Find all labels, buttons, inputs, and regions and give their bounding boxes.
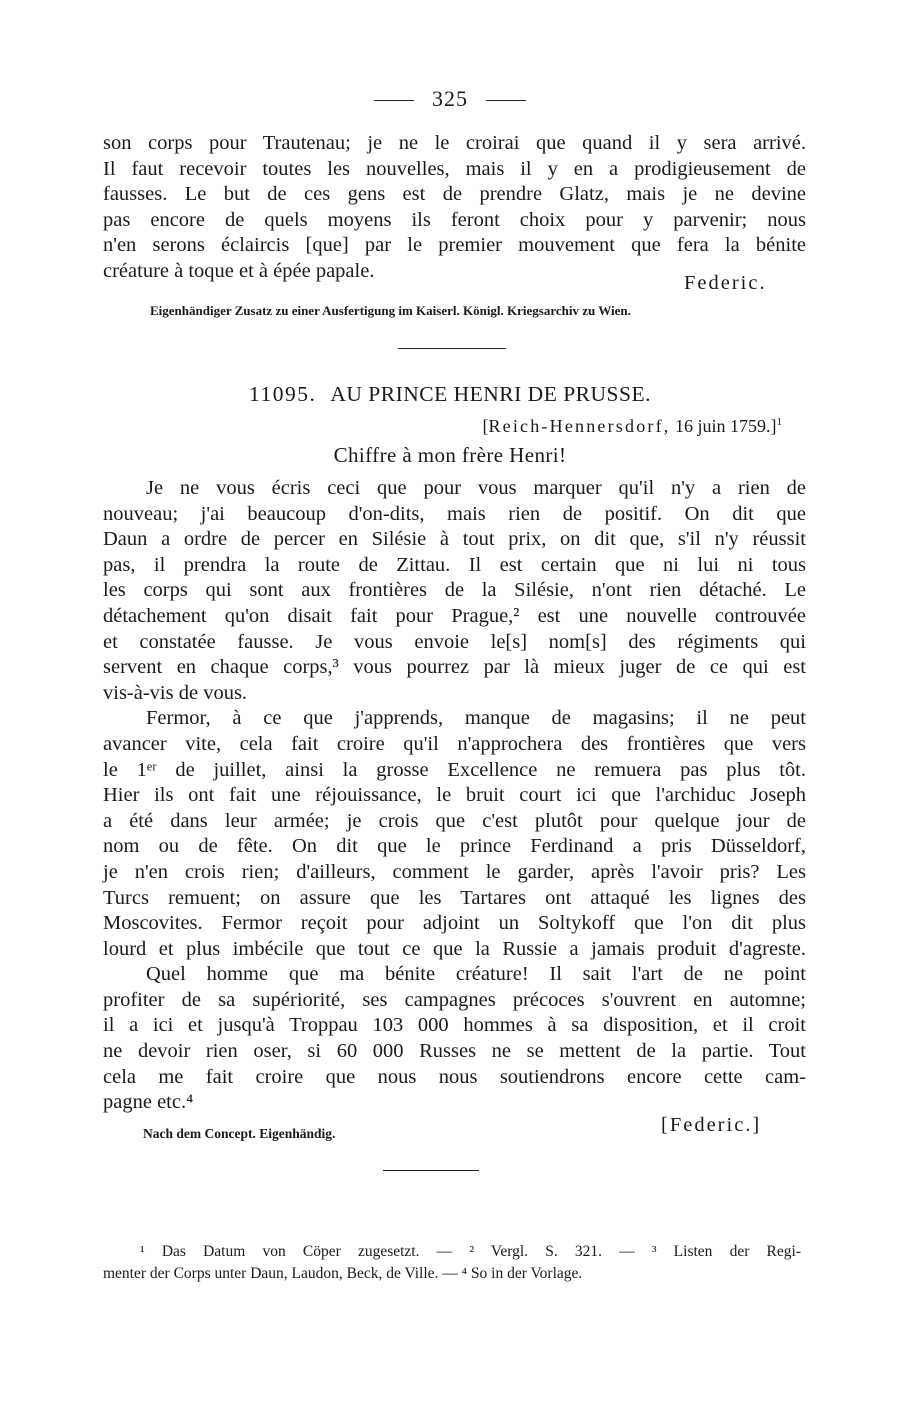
section-divider xyxy=(398,348,506,349)
paragraph-line: et constatée fausse. Je vous envoie le[s] nom[s] des régiments qui xyxy=(103,630,806,653)
header-dash-right xyxy=(486,100,526,101)
footnote-line: menter der Corps unter Daun, Laudon, Beck, de Ville. — ⁴ So in der Vorlage. xyxy=(103,1265,583,1282)
intro-source-note: Eigenhändiger Zusatz zu einer Ausfertigung im Kaiserl. Königl. Kriegsarchiv zu Wien. xyxy=(150,303,631,318)
intro-line: n'en serons éclaircis [que] par le premier mouvement que fera la bénite xyxy=(103,234,806,257)
intro-line: pas encore de quels moyens ils feront choix pour y parvenir; nous xyxy=(103,208,806,231)
paragraph-line: servent en chaque corps,³ vous pourrez par là mieux juger de ce qui est xyxy=(103,656,806,679)
letter-title: AU PRINCE HENRI DE PRUSSE. xyxy=(330,382,651,406)
letter-salutation: Chiffre à mon frère Henri! xyxy=(333,443,567,467)
intro-line: fausses. Le but de ces gens est de prendre Glatz, mais je ne devine xyxy=(103,183,806,206)
date-bracket-close: ] xyxy=(770,416,777,436)
paragraph-line: Moscovites. Fermor reçoit pour adjoint un Soltykoff que l'on dit plus xyxy=(103,912,806,935)
footnotes xyxy=(103,1241,801,1285)
date-text: 16 juin 1759. xyxy=(674,416,771,436)
intro-line: Il faut recevoir toutes les nouvelles, mais il y en a prodigieusement de xyxy=(103,157,806,180)
page-header xyxy=(0,86,900,112)
letter-signature: [Federic.] xyxy=(661,1114,762,1136)
intro-signature: Federic. xyxy=(684,272,767,294)
paragraph-line: avancer vite, cela fait croire qu'il n'approchera des frontières que vers xyxy=(103,732,806,755)
paragraph-line: le 1ᵉʳ de juillet, ainsi la grosse Excellence ne remuera pas plus tôt. xyxy=(103,758,806,781)
paragraph-line: je n'en crois rien; d'ailleurs, comment le garder, après l'avoir pris? Les xyxy=(103,860,806,883)
paragraph-line: Je ne vous écris ceci que pour vous marquer qu'il n'y a rien de xyxy=(146,477,806,499)
date-place: Reich-Hennersdorf, xyxy=(488,416,671,436)
paragraph-line: pas, il prendra la route de Zittau. Il est certain que ni lui ni tous xyxy=(103,553,806,576)
paragraph-line: profiter de sa supériorité, ses campagnes précoces s'ouvrent en automne; xyxy=(103,988,806,1011)
paragraph-line: nom ou de fête. On dit que le prince Ferdinand a pris Düsseldorf, xyxy=(103,835,806,858)
paragraph-line: ne devoir rien oser, si 60 000 Russes ne se mettent de la partie. Tout xyxy=(103,1040,806,1063)
footnote-line: ¹ Das Datum von Cöper zugesetzt. — ² Vergl. S. 321. — ³ Listen der Regi- xyxy=(140,1243,801,1260)
paragraph-line: vis-à-vis de vous. xyxy=(103,681,248,704)
intro-text xyxy=(103,131,806,285)
letter-dateline xyxy=(482,416,782,437)
paragraph-line: cela me fait croire que nous nous soutiendrons encore cette cam- xyxy=(103,1065,806,1088)
paragraph-line: il a ici et jusqu'à Troppau 103 000 hommes à sa disposition, et il croit xyxy=(103,1014,806,1037)
header-dash-left xyxy=(374,100,414,101)
paragraph-line: détachement qu'on disait fait pour Prague,² est une nouvelle controuvée xyxy=(103,604,806,627)
paragraph-line: Turcs remuent; on assure que les Tartares ont attaqué les lignes des xyxy=(103,886,806,909)
paragraph-line: Fermor, à ce que j'apprends, manque de magasins; il ne peut xyxy=(146,707,806,730)
paragraph-line: lourd et plus imbécile que tout ce que la Russie a jamais produit d'agreste. xyxy=(103,937,806,960)
date-footnote-ref: 1 xyxy=(776,416,782,428)
intro-line: créature à toque et à épée papale. xyxy=(103,259,375,282)
date-bracket-open: [ xyxy=(482,416,489,436)
letter-body xyxy=(103,476,806,1116)
paragraph-line: Daun a ordre de percer en Silésie à tout prix, on dit que, s'il n'y réussit xyxy=(103,528,806,551)
intro-line: son corps pour Trautenau; je ne le croirai que quand il y sera arrivé. xyxy=(103,132,806,154)
page-number: 325 xyxy=(432,86,468,111)
paragraph-line: Hier ils ont fait une réjouissance, le bruit court ici que l'archiduc Joseph xyxy=(103,784,806,807)
footnote-divider xyxy=(383,1170,479,1171)
paragraph-line: Quel homme que ma bénite créature! Il sait l'art de ne point xyxy=(146,963,806,986)
letter-source-note: Nach dem Concept. Eigenhändig. xyxy=(143,1126,336,1141)
paragraph-line: pagne etc.⁴ xyxy=(103,1091,194,1114)
paragraph-line: les corps qui sont aux frontières de la Silésie, n'ont rien détaché. Le xyxy=(103,579,806,602)
letter-heading xyxy=(0,382,900,407)
paragraph-line: nouveau; j'ai beaucoup d'on-dits, mais rien de positif. On dit que xyxy=(103,502,806,525)
paragraph-line: a été dans leur armée; je crois que c'est plutôt pour quelque jour de xyxy=(103,809,806,832)
letter-number: 11095. xyxy=(249,382,317,406)
